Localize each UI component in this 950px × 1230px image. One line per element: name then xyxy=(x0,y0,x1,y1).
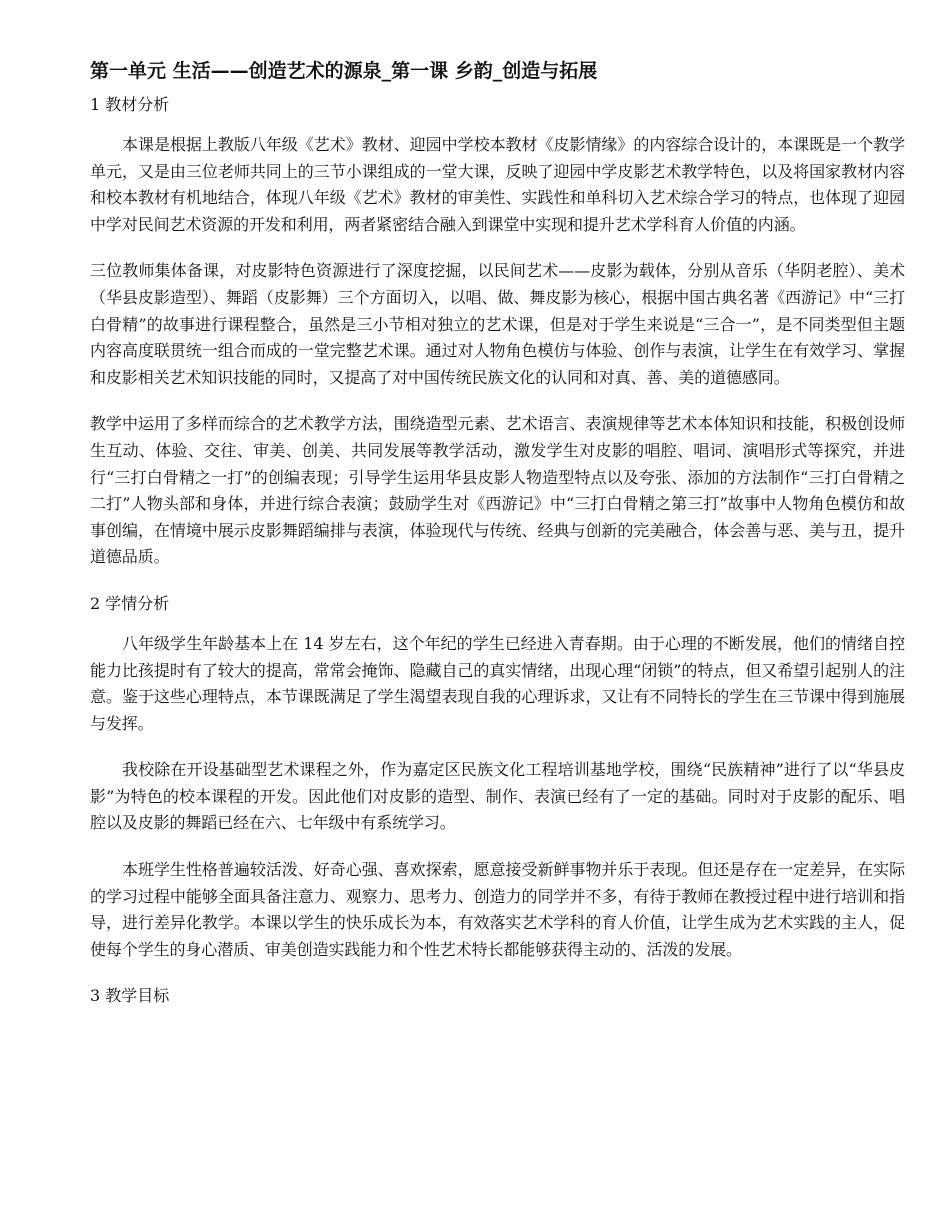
document-page xyxy=(90,56,905,1023)
paragraph: 三位教师集体备课，对皮影特色资源进行了深度挖掘，以民间艺术——皮影为载体，分别从音乐（华阴老腔）、美术（华县皮影造型）、舞蹈（皮影舞）三个方面切入，以唱、做、舞皮影为核心，根据中国古典名著《西游记》中“三打白骨精”的故事进行课程整合，虽然是三小节相对独立的艺术课，但是对于学生来说是“三合一”，是不同类型但主题内容高度联贯统一组合而成的一堂完整艺术课。通过对人物角色模仿与体验、创作与表演，让学生在有效学习、掌握和皮影相关艺术知识技能的同时，又提高了对中国传统民族文化的认同和对真、善、美的道德感同。 xyxy=(90,261,905,387)
section-student-analysis xyxy=(90,591,905,964)
section-textbook-analysis xyxy=(90,92,905,571)
section-teaching-objectives xyxy=(90,983,905,1009)
paragraph: 八年级学生年龄基本上在 14 岁左右，这个年纪的学生已经进入青春期。由于心理的不断发展，他们的情绪自控能力比孩提时有了较大的提高，常常会掩饰、隐藏自己的真实情绪，出现心理“闭锁”的特点，但又希望引起别人的注意。鉴于这些心理特点，本节课既满足了学生渴望表现自我的心理诉求，又让有不同特长的学生在三节课中得到施展与发挥。 xyxy=(90,633,905,733)
paragraph: 本班学生性格普遍较活泼、好奇心强、喜欢探索，愿意接受新鲜事物并乐于表现。但还是存在一定差异，在实际的学习过程中能够全面具备注意力、观察力、思考力、创造力的同学并不多，有待于教师在教授过程中进行培训和指导，进行差异化教学。本课以学生的快乐成长为本，有效落实艺术学科的育人价值，让学生成为艺术实践的主人，促使每个学生的身心潜质、审美创造实践能力和个性艺术特长都能够获得主动的、活泼的发展。 xyxy=(90,860,905,959)
paragraph: 本课是根据上教版八年级《艺术》教材、迎园中学校本教材《皮影情缘》的内容综合设计的，本课既是一个教学单元，又是由三位老师共同上的三节小课组成的一堂大课，反映了迎园中学皮影艺术教学特色，以及将国家教材内容和校本教材有机地结合，体现八年级《艺术》教材的审美性、实践性和单科切入艺术综合学习的特点，也体现了迎园中学对民间艺术资源的开发和利用，两者紧密结合融入到课堂中实现和提升艺术学科育人价值的内涵。 xyxy=(90,135,905,234)
paragraph: 我校除在开设基础型艺术课程之外，作为嘉定区民族文化工程培训基地学校，围绕“民族精神”进行了以“华县皮影”为特色的校本课程的开发。因此他们对皮影的造型、制作、表演已经有了一定的基础。同时对于皮影的配乐、唱腔以及皮影的舞蹈已经在六、七年级中有系统学习。 xyxy=(90,760,905,833)
document-title: 第一单元 生活——创造艺术的源泉_第一课 乡韵_创造与拓展 xyxy=(90,60,598,82)
paragraph: 教学中运用了多样而综合的艺术教学方法，围绕造型元素、艺术语言、表演规律等艺术本体知识和技能，积极创设师生互动、体验、交往、审美、创美、共同发展等教学活动，激发学生对皮影的唱腔、唱词、演唱形式等探究，并进行“三打白骨精之一打”的创编表现；引导学生运用华县皮影人物造型特点以及夸张、添加的方法制作“三打白骨精之二打”人物头部和身体，并进行综合表演；鼓励学生对《西游记》中“三打白骨精之第三打”故事中人物角色模仿和故事创编，在情境中展示皮影舞蹈编排与表演，体验现代与传统、经典与创新的完美融合，体会善与恶、美与丑，提升道德品质。 xyxy=(90,414,905,567)
section-heading: 3 教学目标 xyxy=(90,986,170,1006)
section-heading: 1 教材分析 xyxy=(90,95,170,114)
section-heading: 2 学情分析 xyxy=(90,593,170,613)
